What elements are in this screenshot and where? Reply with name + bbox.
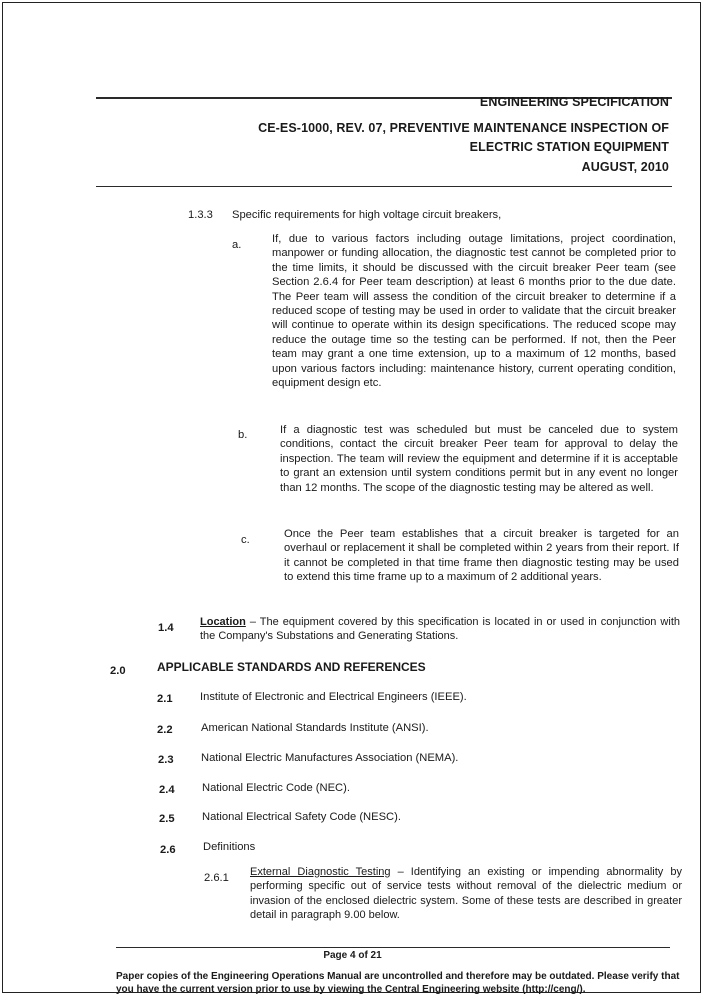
item-c-text: Once the Peer team establishes that a circuit breaker is targeted for an overhaul or replacement it shall be completed within 2 years from their report. If it cannot be completed in that time frame then diagnostic testing may be used to extend this time frame up to a maximum of 2 additional years.: [284, 528, 679, 584]
section-number-2-0: 2.0: [110, 665, 126, 677]
item-a-label: a.: [232, 239, 242, 251]
item-b-text: If a diagnostic test was scheduled but must be canceled due to system conditions, contact the circuit breaker Peer team for approval to delay the inspection. The team will review the equipment and determine if it is acceptable to grant an extension until system conditions permit but in any event no longer than 12 months. The scope of the diagnostic testing may be altered as well.: [280, 424, 678, 494]
footer-rule: [116, 947, 670, 948]
ref-number-2-1: 2.1: [157, 693, 173, 705]
external-diagnostic-text: – Identifying an existing or impending abnormality by performing specific out of service tests without removal of the dielectric medium or invasion of the enclosed dielectric system. Some of these tests are described in greater detail in paragraph 9.00 below.: [250, 866, 682, 922]
section-title-2-0: APPLICABLE STANDARDS AND REFERENCES: [157, 660, 426, 674]
doc-date: AUGUST, 2010: [581, 160, 669, 174]
ref-number-2-5: 2.5: [159, 813, 175, 825]
ref-text-2-2: American National Standards Institute (ANSI).: [201, 722, 429, 734]
ref-number-2-2: 2.2: [157, 724, 173, 736]
item-c-label: c.: [241, 534, 250, 546]
page-number: Page 4 of 21: [323, 950, 382, 961]
section-number-1-4: 1.4: [158, 622, 174, 634]
item-b-label: b.: [238, 429, 248, 441]
header-rule-bottom: [96, 186, 672, 187]
ref-text-2-5: National Electrical Safety Code (NESC).: [202, 811, 401, 823]
location-paragraph: [200, 615, 680, 644]
section-number-1-3-3: 1.3.3: [188, 209, 213, 221]
doc-title: CE-ES-1000, REV. 07, PREVENTIVE MAINTENANCE INSPECTION OF: [258, 121, 669, 135]
doc-type: ENGINEERING SPECIFICATION: [479, 95, 669, 109]
ref-text-2-3: National Electric Manufactures Association (NEMA).: [201, 752, 459, 764]
ref-number-2-3: 2.3: [158, 754, 174, 766]
ref-number-2-6: 2.6: [160, 844, 176, 856]
ref-text-2-4: National Electric Code (NEC).: [202, 782, 350, 794]
footer-note: Paper copies of the Engineering Operations Manual are uncontrolled and therefore may be outdated. Please verify that you have the current version prior to use by viewing the Central Engineering website (http://ceng/).: [116, 971, 680, 995]
location-text: – The equipment covered by this specification is located in or used in conjunction with the Company's Substations and Generating Stations.: [200, 616, 680, 643]
item-a-text: If, due to various factors including outage limitations, project coordination, manpower or funding allocation, the diagnostic test cannot be completed prior to the time limits, it should be discussed with the circuit breaker Peer team (see Section 2.6.4 for Peer team description) at least 6 months prior to the due date. The Peer team will assess the condition of the circuit breaker to determine if a reduced scope of testing may be used in order to validate that the circuit breaker will continue to operate within its design specifications. The reduced scope may reduce the outage time so the testing can be performed. If not, then the Peer team may grant a one time extension, up to a maximum of 12 months, based upon various factors including: maintenance history, current operating condition, equipment design etc.: [272, 233, 676, 390]
ref-number-2-4: 2.4: [159, 784, 175, 796]
doc-subtitle: ELECTRIC STATION EQUIPMENT: [469, 140, 669, 154]
section-title-1-3-3: Specific requirements for high voltage circuit breakers,: [232, 209, 502, 221]
ref-text-2-1: Institute of Electronic and Electrical Engineers (IEEE).: [200, 691, 467, 703]
location-term: Location: [200, 616, 246, 628]
ref-text-2-6: Definitions: [203, 841, 256, 853]
external-diagnostic-term: External Diagnostic Testing: [250, 866, 391, 878]
external-diagnostic-paragraph: [250, 865, 682, 923]
section-number-2-6-1: 2.6.1: [204, 872, 229, 884]
